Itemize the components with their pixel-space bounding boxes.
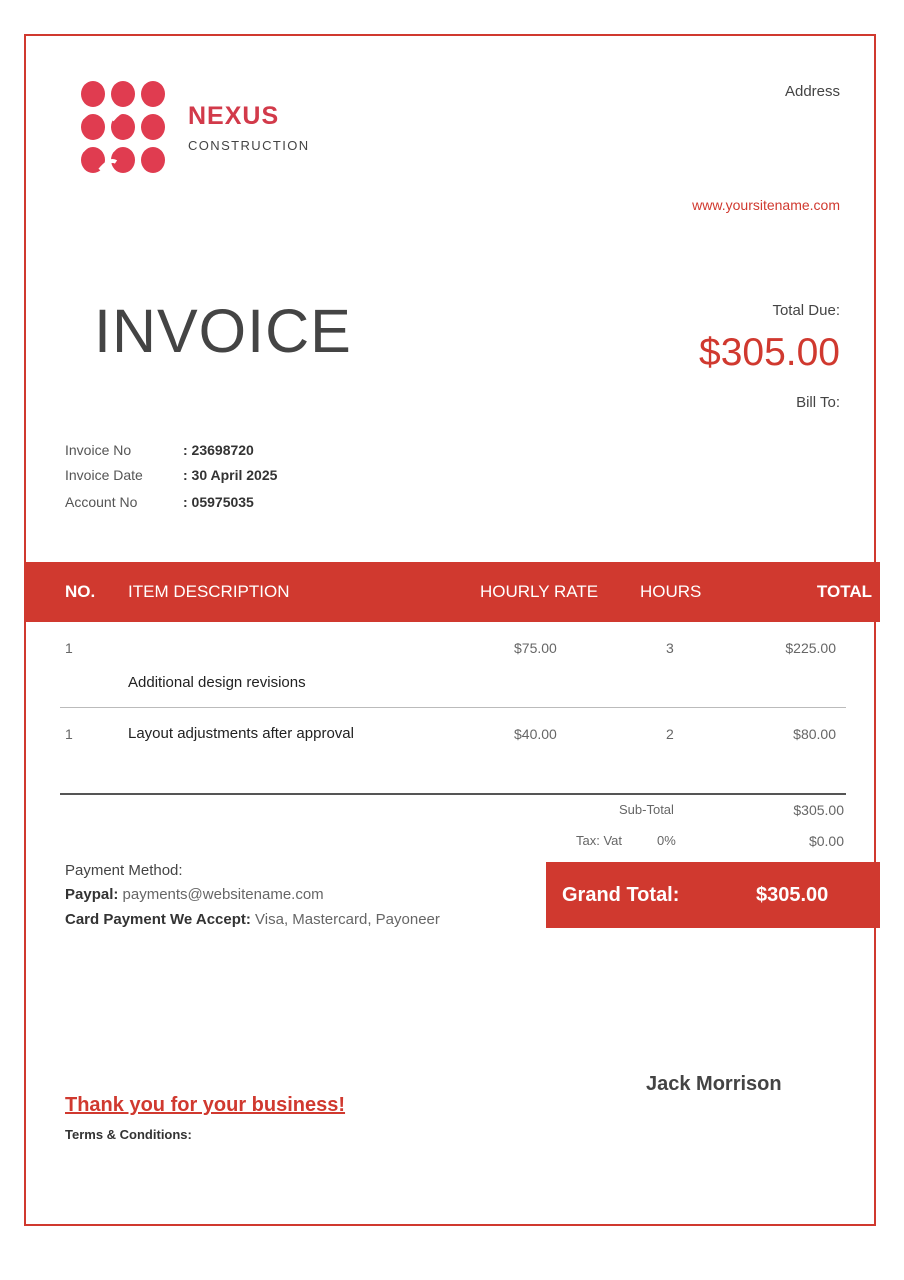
cards-line [65, 911, 440, 928]
bill-to-label: Bill To: [796, 394, 840, 411]
header-hours: HOURS [640, 582, 702, 601]
invoice-date-label: Invoice Date [65, 467, 143, 483]
row-1-total: $225.00 [785, 640, 836, 656]
signer-name: Jack Morrison [646, 1073, 782, 1095]
table-end-rule [60, 793, 846, 795]
row-1-hours: 3 [666, 640, 674, 656]
payment-method-heading: Payment Method: [65, 862, 183, 879]
header-description: ITEM DESCRIPTION [128, 582, 290, 601]
row-2-total: $80.00 [793, 726, 836, 742]
row-2-hours: 2 [666, 726, 674, 742]
paypal-label: Paypal: [65, 886, 119, 903]
row-1-rate: $75.00 [514, 640, 557, 656]
row-1-no: 1 [65, 640, 73, 656]
cards-label: Card Payment We Accept: [65, 911, 251, 928]
header-hourly-rate: HOURLY RATE [480, 582, 599, 601]
row-2-description: Layout adjustments after approval [128, 725, 354, 742]
subtotal-value: $305.00 [793, 802, 844, 818]
address-label: Address [784, 83, 840, 100]
tax-value: $0.00 [808, 833, 844, 849]
row-divider [60, 707, 846, 708]
account-no-value: : 05975035 [183, 494, 254, 510]
grand-total-box [546, 862, 880, 928]
grand-total-value: $305.00 [756, 884, 829, 906]
brand-name: NEXUS [188, 102, 280, 130]
row-2-no: 1 [65, 726, 73, 742]
invoice-title: INVOICE [94, 297, 352, 365]
grand-total-label: Grand Total: [562, 884, 680, 906]
invoice-no-value: : 23698720 [183, 442, 254, 458]
header-no: NO. [65, 582, 96, 601]
row-2-rate: $40.00 [514, 726, 557, 742]
cards-value: Visa, Mastercard, Payoneer [250, 911, 440, 928]
tax-rate: 0% [657, 833, 676, 848]
nexus-logo-icon [80, 78, 166, 176]
paypal-value: payments@websitename.com [118, 886, 324, 903]
brand-subtitle: CONSTRUCTION [188, 138, 310, 153]
row-1-description: Additional design revisions [128, 674, 306, 691]
paypal-line [65, 886, 324, 903]
total-due-label: Total Due: [772, 302, 840, 319]
total-due-amount: $305.00 [699, 331, 840, 374]
table-header [24, 562, 880, 622]
invoice-date-value: : 30 April 2025 [183, 467, 278, 483]
thank-you-message: Thank you for your business! [65, 1094, 346, 1116]
header-total: TOTAL [816, 582, 872, 601]
account-no-label: Account No [65, 494, 138, 510]
invoice-no-label: Invoice No [65, 442, 132, 458]
tax-label: Tax: Vat [576, 833, 623, 848]
terms-label: Terms & Conditions: [65, 1127, 192, 1142]
subtotal-label: Sub-Total [619, 802, 674, 817]
website-link[interactable]: www.yoursitename.com [692, 197, 840, 213]
